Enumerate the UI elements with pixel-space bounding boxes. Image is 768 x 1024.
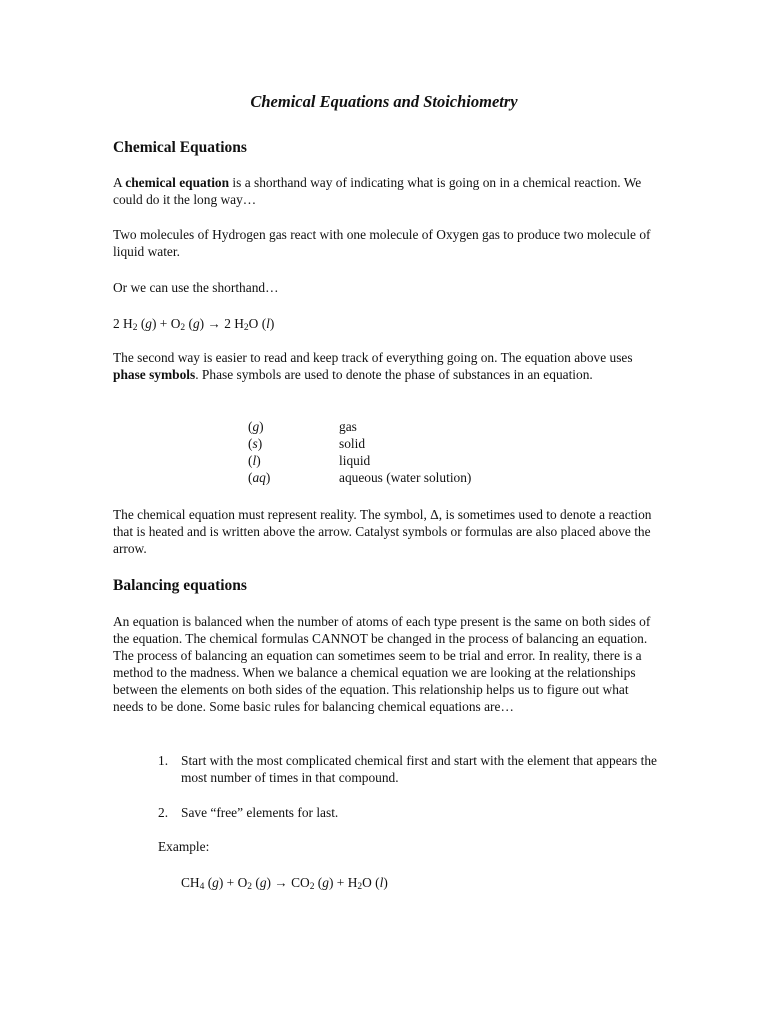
paragraph-text: is a shorthand way of indicating what is going on in a chemical reaction. We could do it the long way…: [113, 175, 642, 207]
phase-description: aqueous (water solution): [339, 470, 472, 485]
list-number: 1.: [158, 753, 169, 768]
paragraph-text: A: [113, 175, 126, 190]
term-chemical-equation: chemical equation: [125, 175, 230, 190]
list-text: Save “free” elements for last.: [181, 805, 339, 820]
paragraph-balancing: An equation is balanced when the number of atoms of each type present is the same on both sides of the equation. The chemical formulas CANNOT be changed in the process of balancing an equation. The process of balancing an equation can sometimes seem to be trial and error. In reality, there is a method to the madness. When we balance a chemical equation we are looking at the relationships between the elements on both sides of the equation. This relationship helps us to figure out what needs to be done. Some basic rules for balancing chemical equations are…: [113, 614, 651, 714]
equation-water-formation: 2 $H_2$ $(g) + O_2$ (g) → 2 $H_2O$ (l): [113, 316, 275, 333]
document-title: Chemical Equations and Stoichiometry: [250, 92, 518, 111]
list-text: Start with the most complicated chemical first and start with the element that appears the most number of times in that compound.: [181, 753, 657, 785]
list-number: 2.: [158, 805, 169, 820]
phase-row-liquid: [248, 452, 548, 469]
phase-symbol: (aq): [248, 470, 271, 485]
phase-symbol: (l): [248, 453, 261, 468]
paragraph-text: The second way is easier to read and keep track of everything going on. The equation above uses: [113, 350, 633, 365]
term-phase-symbols: phase symbols: [113, 367, 196, 382]
paragraph-shorthand-intro: Or we can use the shorthand…: [113, 280, 279, 295]
paragraph-text: . Phase symbols are used to denote the phase of substances in an equation.: [195, 367, 593, 382]
phase-description: liquid: [339, 453, 371, 468]
section-heading-chemical-equations: Chemical Equations: [113, 139, 247, 156]
paragraph-reality: The chemical equation must represent reality. The symbol, Δ, is sometimes used to denote a reaction that is heated and is written above the arrow. Catalyst symbols or formulas are also placed above the arrow.: [113, 507, 652, 556]
phase-row-solid: [248, 435, 548, 452]
section-heading-balancing-equations: Balancing equations: [113, 577, 247, 594]
phase-description: solid: [339, 436, 366, 451]
phase-symbol: (s): [248, 436, 263, 451]
phase-row-aqueous: [248, 469, 548, 486]
reaction-arrow: →: [207, 316, 221, 331]
paragraph-long-way: Two molecules of Hydrogen gas react with one molecule of Oxygen gas to produce two molecule of liquid water.: [113, 227, 651, 259]
example-label: Example:: [158, 839, 210, 854]
phase-row-gas: [248, 418, 548, 435]
paragraph-definition: [113, 174, 653, 208]
phase-symbol: (g): [248, 419, 264, 434]
phase-description: gas: [339, 419, 357, 434]
paragraph-phase-symbols: [113, 349, 653, 383]
equation-methane-combustion: $CH_4$ $(g) + O_2$ $(g) \to CO_2$ $(g) + H_2O$ (l): [181, 875, 388, 892]
reaction-arrow: →: [274, 875, 288, 890]
